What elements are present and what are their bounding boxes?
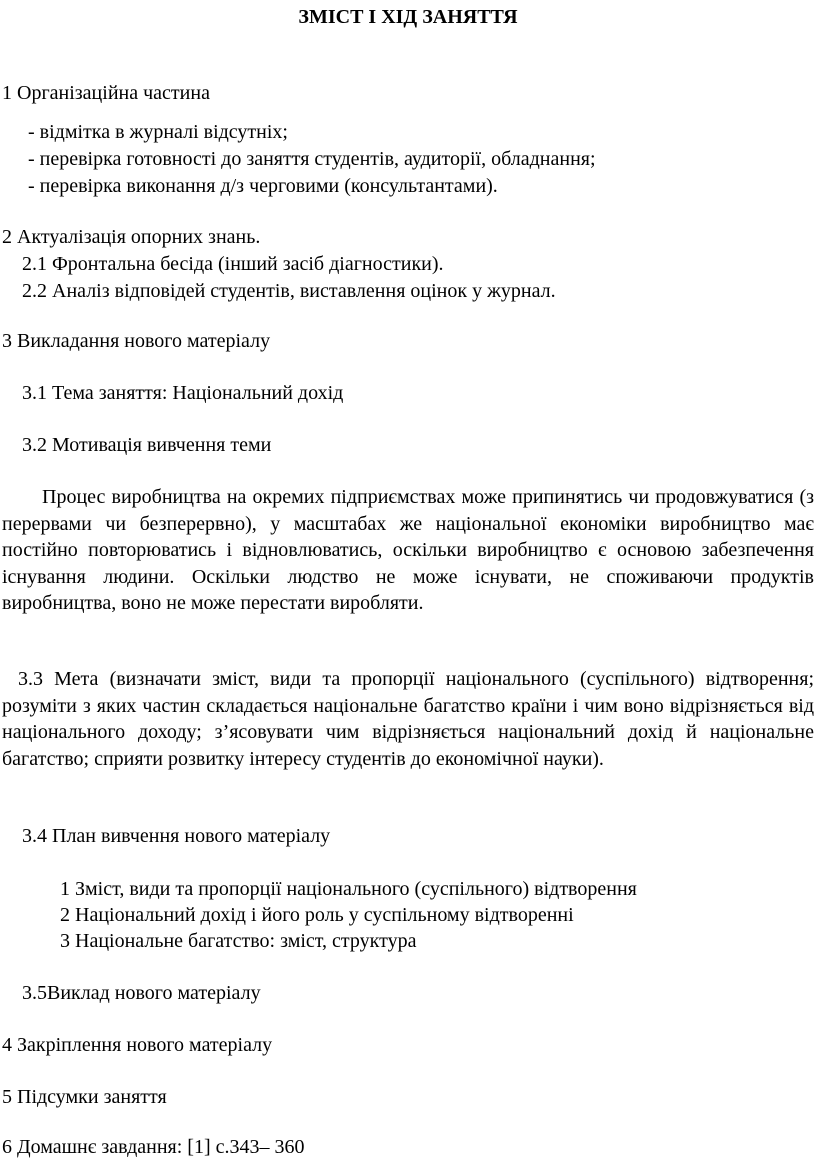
section-1-item: - перевірка виконання д/з черговими (консультантами).: [28, 175, 498, 197]
presentation-heading: 3.5Виклад нового матеріалу: [22, 982, 261, 1004]
section-1-heading: 1 Організаційна частина: [2, 82, 210, 104]
goal-paragraph: 3.3 Мета (визначати зміст, види та пропорції національного (суспільного) відтворення; розуміти з яких частин складається національне багатство країни і чим воно відрізняється від національного доходу; з’ясовувати чим відрізняється національний дохід й національне багатство; сприяти розвитку інтересу студентів до економічної науки).: [2, 668, 814, 770]
plan-item: 2 Національний дохід і його роль у суспільному відтворенні: [60, 904, 574, 926]
lesson-topic: 3.1 Тема заняття: Національний дохід: [22, 382, 344, 404]
section-3-heading: 3 Викладання нового матеріалу: [2, 330, 271, 352]
section-4-heading: 4 Закріплення нового матеріалу: [2, 1034, 273, 1056]
document-title: ЗМІСТ І ХІД ЗАНЯТТЯ: [298, 6, 518, 28]
plan-heading: 3.4 План вивчення нового матеріалу: [22, 825, 331, 847]
motivation-heading: 3.2 Мотивація вивчення теми: [22, 434, 272, 456]
section-1-item: - перевірка готовності до заняття студентів, аудиторії, обладнання;: [28, 148, 596, 170]
section-1-item: - відмітка в журналі відсутніх;: [28, 121, 288, 143]
plan-item: 1 Зміст, види та пропорції національного (суспільного) відтворення: [60, 878, 637, 900]
section-6-heading: 6 Домашнє завдання: [1] с.343– 360: [2, 1136, 305, 1158]
section-5-heading: 5 Підсумки заняття: [2, 1086, 167, 1108]
plan-item: 3 Національне багатство: зміст, структура: [60, 930, 417, 952]
section-2-heading: 2 Актуалізація опорних знань.: [2, 226, 261, 248]
motivation-paragraph: Процес виробництва на окремих підприємствах може припинятись чи продовжуватися (з перервами чи безперервно), у масштабах же національної економіки виробництво має постійно повторюватись і відновлюватись, оскільки виробництво є основою забезпечення існування людини. Оскільки людство не може існувати, не споживаючи продуктів виробництва, воно не може перестати виробляти.: [2, 486, 814, 614]
section-2-item: 2.2 Аналіз відповідей студентів, виставлення оцінок у журнал.: [22, 280, 556, 302]
section-2-item: 2.1 Фронтальна бесіда (інший засіб діагностики).: [22, 253, 444, 275]
